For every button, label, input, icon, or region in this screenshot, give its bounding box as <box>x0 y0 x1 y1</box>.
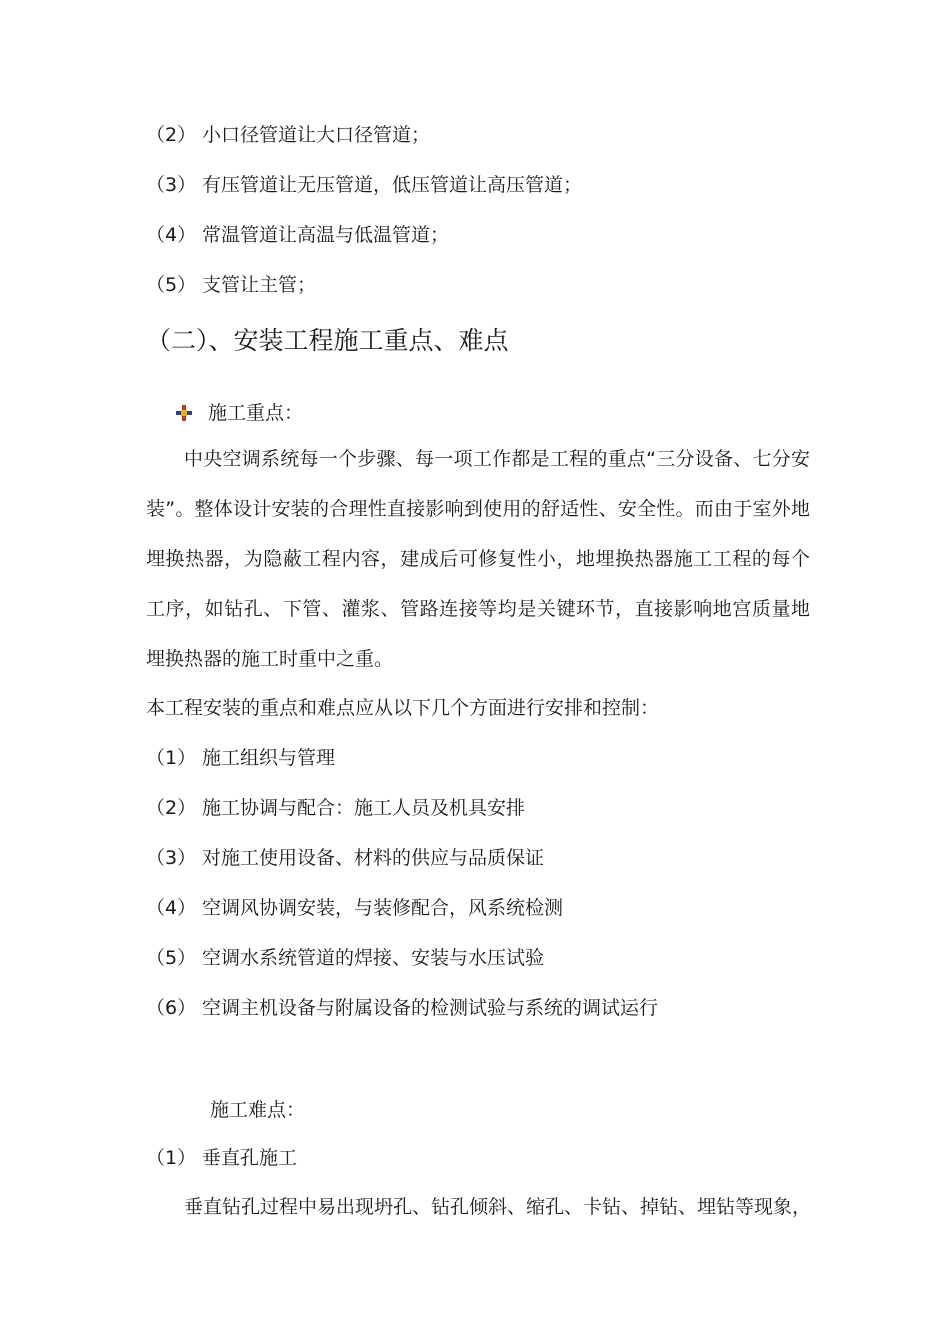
list-number: （3） <box>146 847 197 869</box>
bullet-icon <box>176 405 192 421</box>
bullet-label: 施工重点： <box>208 402 304 424</box>
difficulties-label: 施工难点： <box>210 1099 306 1121</box>
list-text: 常温管道让高温与低温管道； <box>202 224 450 246</box>
list-item <box>146 945 544 971</box>
list-text: 有压管道让无压管道，低压管道让高压管道； <box>202 174 583 196</box>
list-text: 空调风协调安装，与装修配合，风系统检测 <box>202 897 564 919</box>
list-number: （5） <box>146 274 197 296</box>
list-item <box>146 795 525 821</box>
difficulties-paragraph: 垂直钻孔过程中易出现坍孔、钻孔倾斜、缩孔、卡钻、掉钻、埋钻等现象， <box>184 1196 812 1218</box>
list-number: （4） <box>146 224 197 246</box>
key-points-paragraph: 中央空调系统每一个步骤、每一项工作都是工程的重点“三分设备、七分安装”。整体设计安装的合理性直接影响到使用的舒适性、安全性。而由于室外地埋换热器，为隐蔽工程内容，建成后可修复性小，地埋换热器施工工程的每个工序，如钻孔、下管、灌浆、管路连接等均是关键环节，直接影响地宫质量地埋换热器的施工时重中之重。 <box>146 448 810 670</box>
list-text: 垂直孔施工 <box>202 1147 298 1169</box>
list-number: （1） <box>146 1147 197 1169</box>
list-item <box>146 122 430 148</box>
list-number: （2） <box>146 124 197 146</box>
list-number: （2） <box>146 797 197 819</box>
list-number: （5） <box>146 947 197 969</box>
bullet-key-points <box>176 400 303 426</box>
list-item <box>146 1145 297 1171</box>
list-text: 对施工使用设备、材料的供应与品质保证 <box>202 847 545 869</box>
list-number: （3） <box>146 174 197 196</box>
list-number: （1） <box>146 747 197 769</box>
list-item <box>146 172 582 198</box>
list-number: （6） <box>146 997 197 1019</box>
list-text: 空调水系统管道的焊接、安装与水压试验 <box>202 947 545 969</box>
list-text: 施工协调与配合：施工人员及机具安排 <box>202 797 526 819</box>
list-text: 小口径管道让大口径管道； <box>202 124 431 146</box>
list-item <box>146 845 544 871</box>
list-item <box>146 222 449 248</box>
key-points-intro: 本工程安装的重点和难点应从以下几个方面进行安排和控制： <box>146 697 660 719</box>
section-heading: （二）、安装工程施工重点、难点 <box>146 326 509 355</box>
list-item <box>146 272 316 298</box>
list-item <box>146 995 658 1021</box>
list-item <box>146 745 335 771</box>
list-number: （4） <box>146 897 197 919</box>
list-text: 空调主机设备与附属设备的检测试验与系统的调试运行 <box>202 997 659 1019</box>
list-text: 施工组织与管理 <box>202 747 336 769</box>
list-text: 支管让主管； <box>202 274 317 296</box>
list-item <box>146 895 563 921</box>
